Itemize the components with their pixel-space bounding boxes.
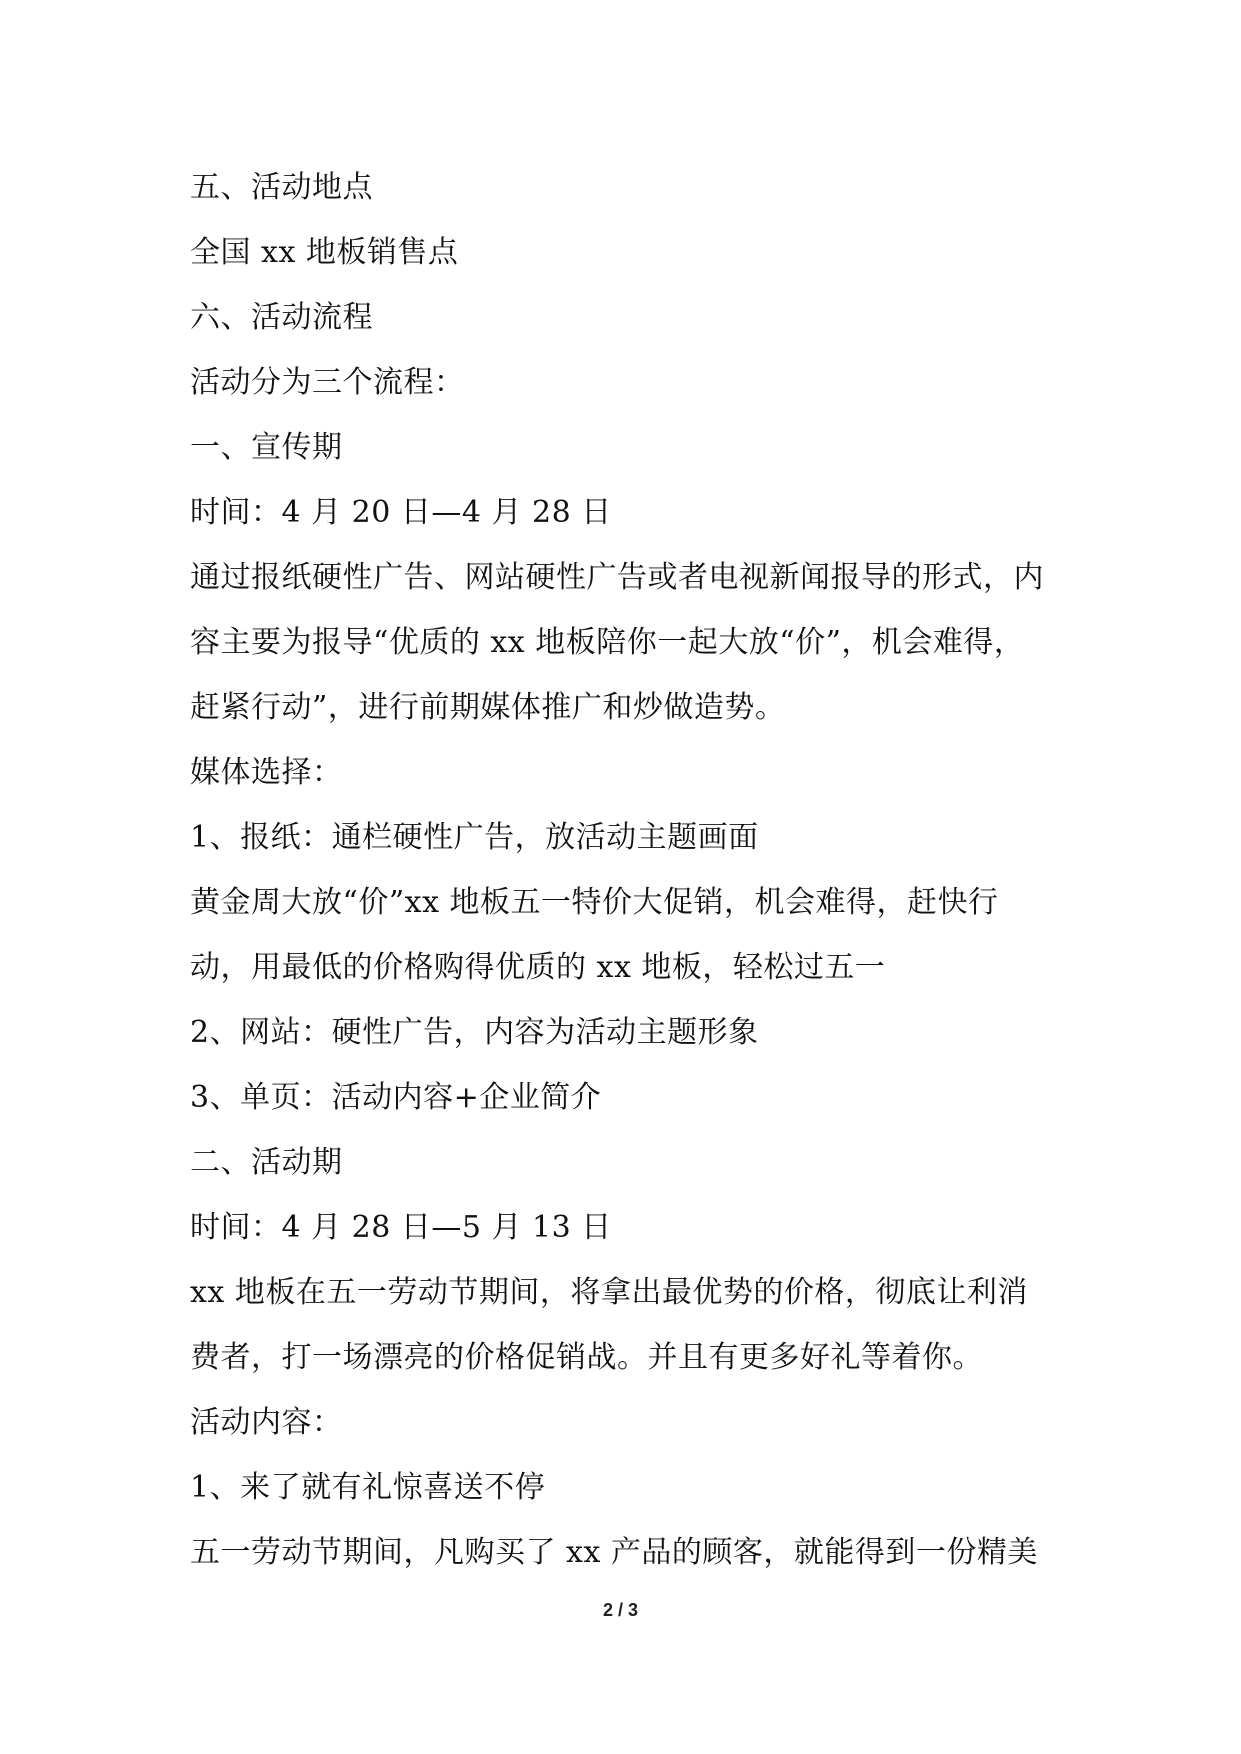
paragraph-line: 容主要为报导“优质的 xx 地板陪你一起大放“价”，机会难得， bbox=[190, 625, 1025, 660]
list-item: 2、网站：硬性广告，内容为活动主题形象 bbox=[190, 1015, 759, 1050]
paragraph-line: 时间：4 月 20 日—4 月 28 日 bbox=[190, 495, 612, 530]
paragraph-line: 时间：4 月 28 日—5 月 13 日 bbox=[190, 1210, 612, 1245]
section-heading-location: 五、活动地点 bbox=[190, 170, 373, 205]
paragraph-line: 赶紧行动”，进行前期媒体推广和炒做造势。 bbox=[190, 690, 786, 725]
paragraph-line: 全国 xx 地板销售点 bbox=[190, 235, 459, 270]
paragraph-line: 费者，打一场漂亮的价格促销战。并且有更多好礼等着你。 bbox=[190, 1340, 983, 1375]
list-item: 1、报纸：通栏硬性广告，放活动主题画面 bbox=[190, 820, 759, 855]
list-item: 1、来了就有礼惊喜送不停 bbox=[190, 1470, 546, 1505]
page-number: 2 / 3 bbox=[602, 1600, 639, 1620]
paragraph-line: 活动内容： bbox=[190, 1405, 343, 1440]
paragraph-line: 媒体选择： bbox=[190, 755, 343, 790]
subsection-heading-promotion: 一、宣传期 bbox=[190, 430, 343, 465]
paragraph-line: xx 地板在五一劳动节期间，将拿出最优势的价格，彻底让利消 bbox=[190, 1275, 1028, 1310]
subsection-heading-event: 二、活动期 bbox=[190, 1145, 343, 1180]
section-heading-process: 六、活动流程 bbox=[190, 300, 373, 335]
paragraph-line: 五一劳动节期间，凡购买了 xx 产品的顾客，就能得到一份精美 bbox=[190, 1535, 1038, 1570]
paragraph-line: 动，用最低的价格购得优质的 xx 地板，轻松过五一 bbox=[190, 950, 886, 985]
document-body bbox=[190, 155, 1060, 1585]
paragraph-line: 黄金周大放“价”xx 地板五一特价大促销，机会难得，赶快行 bbox=[190, 885, 999, 920]
list-item: 3、单页：活动内容+企业简介 bbox=[190, 1080, 602, 1115]
paragraph-line: 活动分为三个流程： bbox=[190, 365, 465, 400]
paragraph-line: 通过报纸硬性广告、网站硬性广告或者电视新闻报导的形式，内 bbox=[190, 560, 1044, 595]
